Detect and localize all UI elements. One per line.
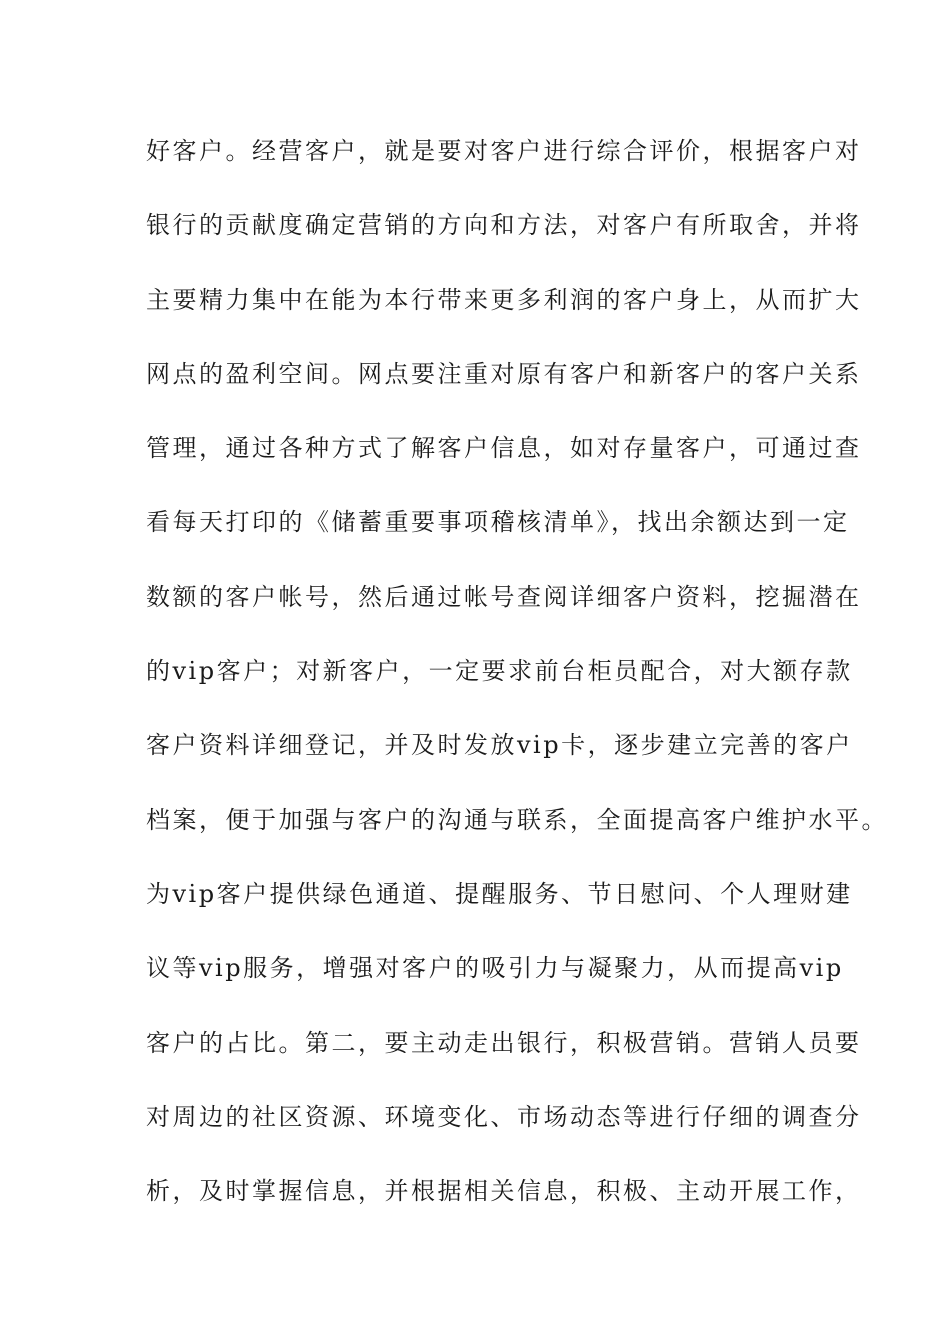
text-line: 析，及时掌握信息，并根据相关信息，积极、主动开展工作， (146, 1177, 862, 1206)
text-line: 看每天打印的《储蓄重要事项稽核清单》，找出余额达到一定 (146, 508, 850, 537)
text-line: 档案，便于加强与客户的沟通与联系，全面提高客户维护水平。 (146, 805, 888, 834)
text-line: 管理，通过各种方式了解客户信息，如对存量客户，可通过查 (146, 434, 862, 463)
text-line: 为vip客户提供绿色通道、提醒服务、节日慰问、个人理财建 (146, 879, 853, 908)
body-text (146, 128, 888, 1242)
text-line: 对周边的社区资源、环境变化、市场动态等进行仔细的调查分 (146, 1102, 862, 1131)
text-line: 好客户。经营客户，就是要对客户进行综合评价，根据客户对 (146, 137, 862, 165)
text-line: 主要精力集中在能为本行带来更多利润的客户身上，从而扩大 (146, 285, 862, 314)
text-line: 网点的盈利空间。网点要注重对原有客户和新客户的客户关系 (146, 359, 862, 388)
text-line: 客户资料详细登记，并及时发放vip卡，逐步建立完善的客户 (146, 731, 853, 760)
text-line: 的vip客户；对新客户，一定要求前台柜员配合，对大额存款 (146, 657, 853, 686)
text-line: 客户的占比。第二，要主动走出银行，积极营销。营销人员要 (146, 1028, 862, 1057)
text-line: 议等vip服务，增强对客户的吸引力与凝聚力，从而提高vip (146, 954, 844, 983)
text-line: 数额的客户帐号，然后通过帐号查阅详细客户资料，挖掘潜在 (146, 582, 862, 611)
text-line: 银行的贡献度确定营销的方向和方法，对客户有所取舍，并将 (146, 211, 862, 240)
